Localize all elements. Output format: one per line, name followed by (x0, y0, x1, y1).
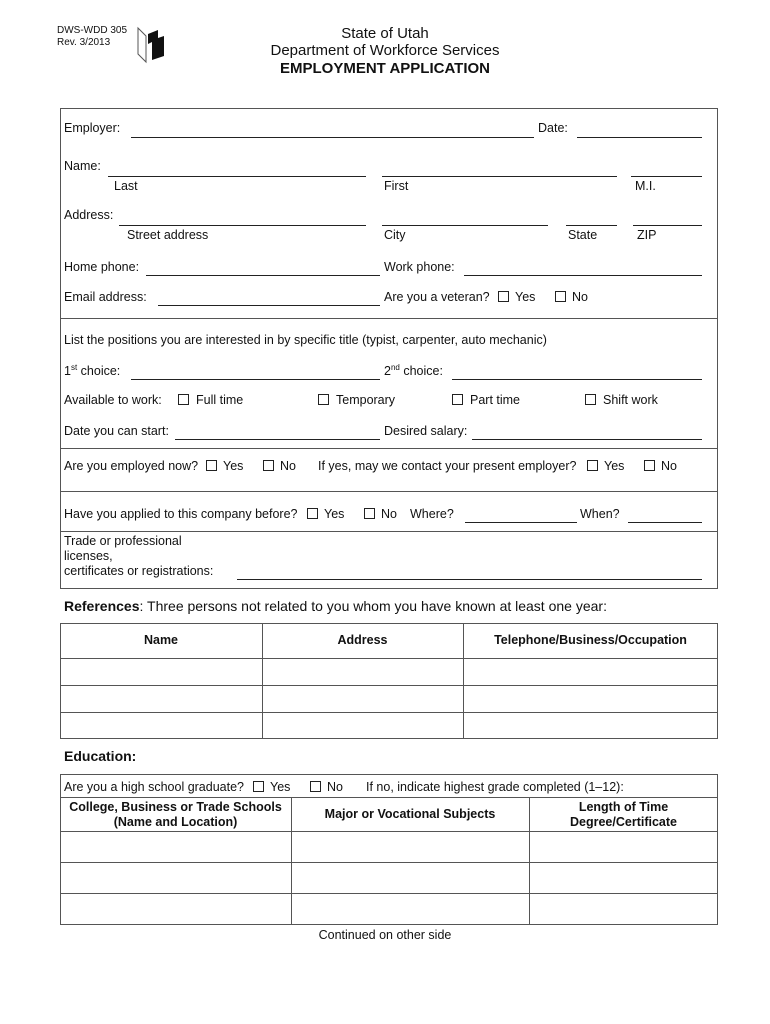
where-label: Where? (410, 507, 454, 521)
full-time-checkbox[interactable] (178, 394, 189, 405)
applied-no-label: No (381, 507, 397, 521)
zip-caption: ZIP (637, 228, 657, 242)
when-field[interactable] (628, 522, 702, 523)
available-label: Available to work: (64, 393, 162, 407)
references-heading: References: Three persons not related to you whom you have known at least one year: (64, 598, 607, 614)
first-name-field[interactable] (382, 176, 617, 177)
work-phone-label: Work phone: (384, 260, 455, 274)
employed-now-label: Are you employed now? (64, 459, 199, 473)
applied-no-checkbox[interactable] (364, 508, 375, 519)
section-divider (60, 491, 718, 492)
veteran-no-checkbox[interactable] (555, 291, 566, 302)
trade-label-line3: certificates or registrations: (64, 564, 214, 578)
major-subjects-header: Major or Vocational Subjects (324, 807, 496, 821)
applied-yes-checkbox[interactable] (307, 508, 318, 519)
high-school-no-checkbox[interactable] (310, 781, 321, 792)
second-choice-field[interactable] (452, 379, 702, 380)
references-telephone-header: Telephone/Business/Occupation (494, 633, 687, 647)
high-school-yes-checkbox[interactable] (253, 781, 264, 792)
middle-initial-field[interactable] (631, 176, 702, 177)
form-id: DWS-WDD 305 (57, 25, 128, 36)
high-school-label: Are you a high school graduate? (64, 780, 244, 794)
education-heading: Education: (64, 748, 137, 764)
full-time-label: Full time (196, 393, 244, 407)
section-divider (60, 448, 718, 449)
street-address-field[interactable] (119, 225, 366, 226)
employed-yes-label: Yes (223, 459, 244, 473)
temporary-label: Temporary (336, 393, 396, 407)
first-choice-field[interactable] (131, 379, 380, 380)
part-time-label: Part time (470, 393, 521, 407)
employed-yes-checkbox[interactable] (206, 460, 217, 471)
table-row-line (60, 712, 718, 713)
date-label: Date: (538, 121, 568, 135)
veteran-label: Are you a veteran? (384, 290, 490, 304)
email-field[interactable] (158, 305, 380, 306)
date-field[interactable] (577, 137, 702, 138)
section-divider (60, 318, 718, 319)
first-name-caption: First (384, 179, 409, 193)
home-phone-field[interactable] (146, 275, 380, 276)
trade-licenses-field[interactable] (237, 579, 702, 580)
high-school-yes-label: Yes (270, 780, 291, 794)
second-choice-label: 2nd choice: (384, 363, 443, 379)
table-row-line (60, 685, 718, 686)
work-phone-field[interactable] (464, 275, 702, 276)
first-choice-label: 1st choice: (64, 363, 121, 379)
employed-no-label: No (280, 459, 296, 473)
city-field[interactable] (382, 225, 548, 226)
section-divider (60, 531, 718, 532)
zip-field[interactable] (633, 225, 702, 226)
street-address-caption: Street address (127, 228, 209, 242)
state-caption: State (568, 228, 598, 242)
temporary-checkbox[interactable] (318, 394, 329, 405)
contact-yes-checkbox[interactable] (587, 460, 598, 471)
middle-initial-caption: M.I. (635, 179, 656, 193)
employer-label: Employer: (64, 121, 121, 135)
veteran-yes-label: Yes (515, 290, 536, 304)
contact-yes-label: Yes (604, 459, 625, 473)
continued-note: Continued on other side (318, 928, 452, 942)
shift-work-checkbox[interactable] (585, 394, 596, 405)
schools-header-line1: College, Business or Trade Schools (69, 800, 282, 814)
desired-salary-label: Desired salary: (384, 424, 468, 438)
part-time-checkbox[interactable] (452, 394, 463, 405)
references-address-header: Address (337, 633, 388, 647)
contact-no-label: No (661, 459, 677, 473)
trade-label-line1: Trade or professional (64, 534, 182, 548)
table-row-line (60, 797, 718, 798)
applied-before-label: Have you applied to this company before? (64, 507, 298, 521)
name-label: Name: (64, 159, 101, 173)
high-school-no-label: No (327, 780, 343, 794)
positions-intro: List the positions you are interested in by specific title (typist, carpenter, auto mechanic) (64, 333, 547, 347)
shift-work-label: Shift work (603, 393, 658, 407)
department-name: Department of Workforce Services (270, 42, 500, 59)
contact-employer-label: If yes, may we contact your present employer? (318, 459, 577, 473)
veteran-yes-checkbox[interactable] (498, 291, 509, 302)
highest-grade-label: If no, indicate highest grade completed (1–12): (366, 780, 624, 794)
start-date-label: Date you can start: (64, 424, 169, 438)
trade-label-line2: licenses, (64, 549, 113, 563)
email-label: Email address: (64, 290, 147, 304)
degree-certificate-header: Degree/Certificate (570, 815, 677, 829)
state-name: State of Utah (341, 25, 429, 42)
desired-salary-field[interactable] (472, 439, 702, 440)
references-name-header: Name (143, 633, 179, 647)
length-of-time-header: Length of Time (578, 800, 669, 814)
last-name-caption: Last (114, 179, 138, 193)
table-row-line (60, 658, 718, 659)
start-date-field[interactable] (175, 439, 380, 440)
when-label: When? (580, 507, 620, 521)
employer-field[interactable] (131, 137, 534, 138)
table-row-line (60, 831, 718, 832)
home-phone-label: Home phone: (64, 260, 140, 274)
city-caption: City (384, 228, 406, 242)
employed-no-checkbox[interactable] (263, 460, 274, 471)
schools-header-line2: (Name and Location) (113, 815, 238, 829)
page-title: EMPLOYMENT APPLICATION (280, 60, 490, 77)
form-revision: Rev. 3/2013 (57, 37, 111, 48)
veteran-no-label: No (572, 290, 588, 304)
last-name-field[interactable] (108, 176, 366, 177)
state-field[interactable] (566, 225, 617, 226)
where-field[interactable] (465, 522, 577, 523)
contact-no-checkbox[interactable] (644, 460, 655, 471)
address-label: Address: (64, 208, 114, 222)
table-row-line (60, 862, 718, 863)
table-row-line (60, 893, 718, 894)
applied-yes-label: Yes (324, 507, 345, 521)
